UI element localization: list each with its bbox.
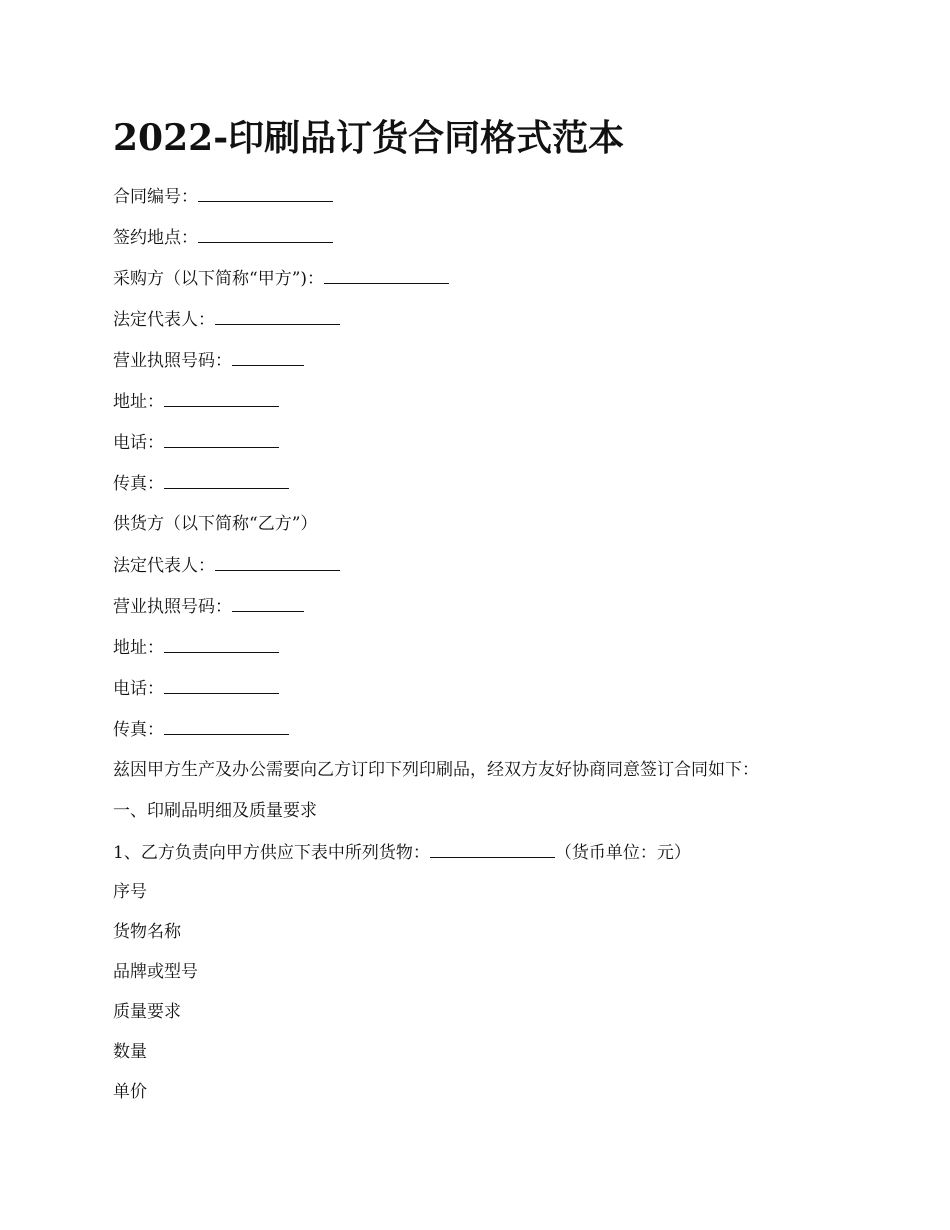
fill-blank[interactable] xyxy=(164,471,289,489)
fill-blank[interactable] xyxy=(164,676,279,694)
line-label: 电话： xyxy=(113,433,164,453)
fill-blank[interactable] xyxy=(164,717,289,735)
signing-place-line xyxy=(113,225,333,250)
column-label: 单价 xyxy=(113,1082,147,1102)
table-header-item xyxy=(113,1040,147,1064)
supplier-address-line xyxy=(113,635,279,660)
fill-blank[interactable] xyxy=(164,389,279,407)
currency-note: （货币单位：元） xyxy=(554,843,691,863)
line-label: 地址： xyxy=(113,638,164,658)
section-heading xyxy=(113,799,317,823)
line-label: 合同编号： xyxy=(113,187,198,207)
line-label: 法定代表人： xyxy=(113,310,215,330)
supplier-phone-line xyxy=(113,676,279,701)
table-header-item xyxy=(113,1000,181,1024)
fill-blank[interactable] xyxy=(164,635,279,653)
column-label: 序号 xyxy=(113,882,147,902)
fill-blank[interactable] xyxy=(164,430,279,448)
fill-blank[interactable] xyxy=(215,553,340,571)
document-title: 2022-印刷品订货合同格式范本 xyxy=(113,117,625,159)
line-label: 电话： xyxy=(113,679,164,699)
line-label: 营业执照号码： xyxy=(113,597,232,617)
line-label: 法定代表人： xyxy=(113,556,215,576)
line-label: 传真： xyxy=(113,474,164,494)
table-header-item xyxy=(113,1080,147,1104)
buyer-address-line xyxy=(113,389,279,414)
supplier-license-line xyxy=(113,594,304,619)
line-label: 1、乙方负责向甲方供应下表中所列货物： xyxy=(113,843,430,863)
paragraph-text: 兹因甲方生产及办公需要向乙方订印下列印刷品，经双方友好协商同意签订合同如下： xyxy=(113,760,759,780)
line-label: 地址： xyxy=(113,392,164,412)
table-header-item xyxy=(113,880,147,904)
line-label: 传真： xyxy=(113,720,164,740)
column-label: 货物名称 xyxy=(113,922,181,942)
buyer-legal-rep-line xyxy=(113,307,340,332)
preamble-paragraph xyxy=(113,758,759,782)
buyer-line xyxy=(113,266,449,291)
fill-blank[interactable] xyxy=(198,184,333,202)
line-label: 签约地点： xyxy=(113,228,198,248)
column-label: 品牌或型号 xyxy=(113,962,198,982)
buyer-license-line xyxy=(113,348,304,373)
fill-blank[interactable] xyxy=(215,307,340,325)
contract-number-line xyxy=(113,184,333,209)
column-label: 质量要求 xyxy=(113,1002,181,1022)
table-header-item xyxy=(113,960,198,984)
line-label: 供货方（以下简称“乙方”） xyxy=(113,514,318,534)
fill-blank[interactable] xyxy=(324,266,449,284)
supplier-line xyxy=(113,512,317,536)
fill-blank[interactable] xyxy=(232,594,304,612)
buyer-fax-line xyxy=(113,471,289,496)
supplier-fax-line xyxy=(113,717,289,742)
heading-text: 一、印刷品明细及质量要求 xyxy=(113,801,317,821)
buyer-phone-line xyxy=(113,430,279,455)
fill-blank[interactable] xyxy=(430,840,555,858)
line-label: 采购方（以下简称“甲方”)： xyxy=(113,269,325,289)
table-header-item xyxy=(113,920,181,944)
clause-1-line xyxy=(113,840,691,865)
supplier-legal-rep-line xyxy=(113,553,340,578)
fill-blank[interactable] xyxy=(198,225,333,243)
fill-blank[interactable] xyxy=(232,348,304,366)
line-label: 营业执照号码： xyxy=(113,351,232,371)
column-label: 数量 xyxy=(113,1042,147,1062)
